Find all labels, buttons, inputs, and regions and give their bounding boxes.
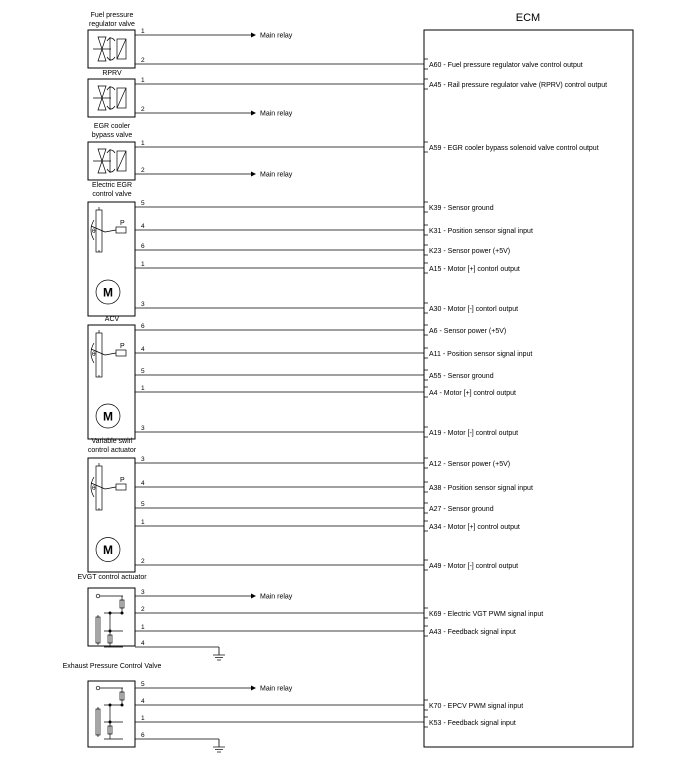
pin-egrbypass-2 xyxy=(135,167,293,179)
pin-rprv-2 xyxy=(135,106,293,118)
pin-number: 4 xyxy=(141,223,145,230)
pin-number: 4 xyxy=(141,480,145,487)
main-relay-label: Main relay xyxy=(260,110,293,118)
pin-evgt-3 xyxy=(135,589,293,601)
motor-symbol: M xyxy=(103,409,113,424)
component-label: Electric EGR xyxy=(91,182,133,189)
ecm-terminal-label: K23 - Sensor power (+5V) xyxy=(429,248,511,255)
pin-number: 3 xyxy=(141,425,145,432)
theta-label: θ xyxy=(92,485,96,492)
component-label: control valve xyxy=(92,191,132,198)
pin-number: 5 xyxy=(141,501,145,508)
component-label: RPRV xyxy=(102,70,122,77)
ground-icon xyxy=(213,655,225,660)
pin-number: 5 xyxy=(141,368,145,375)
ecm-terminal-label: A15 - Motor [+] contorl output xyxy=(429,266,520,273)
component-label: EVGT control actuator xyxy=(77,574,147,581)
pin-number: 5 xyxy=(141,681,145,688)
ecm-terminal-label: A11 - Position sensor signal input xyxy=(429,351,533,358)
pin-number: 1 xyxy=(141,624,145,631)
pin-number: 4 xyxy=(141,698,145,705)
pot-label: P xyxy=(120,343,125,350)
ecm-terminal-label: A38 - Position sensor signal input xyxy=(429,485,533,492)
ecm-terminal-label: K31 - Position sensor signal input xyxy=(429,228,533,235)
theta-label: θ xyxy=(92,228,96,235)
theta-label: θ xyxy=(92,351,96,358)
component-label: control actuator xyxy=(87,447,137,454)
ecm-terminal-label: A59 - EGR cooler bypass solenoid valve control output xyxy=(429,145,599,152)
pin-number: 6 xyxy=(141,732,145,739)
component-label: Variable swirl xyxy=(91,438,133,445)
component-label: Exhaust Pressure Control Valve xyxy=(62,663,162,670)
pin-number: 2 xyxy=(141,606,145,613)
ecm-title: ECM xyxy=(515,12,541,24)
pot-label: P xyxy=(120,220,125,227)
component-label: ACV xyxy=(104,316,120,323)
ecm-terminal-label: A30 - Motor [-] contorl output xyxy=(429,306,519,313)
pin-number: 1 xyxy=(141,261,145,268)
main-relay-label: Main relay xyxy=(260,32,293,40)
ecm-terminal-label: A43 - Feedback signal input xyxy=(429,629,516,636)
pin-number: 4 xyxy=(141,640,145,647)
ecm-box xyxy=(424,30,633,747)
ground-icon xyxy=(213,747,225,752)
pin-number: 1 xyxy=(141,140,145,147)
ecm-terminal-label: A19 - Motor [-] control output xyxy=(429,430,519,437)
pin-epcv-6 xyxy=(135,732,225,752)
ecm-terminal-label: A6 - Sensor power (+5V) xyxy=(429,328,507,335)
component-label: bypass valve xyxy=(91,132,133,139)
pin-number: 3 xyxy=(141,589,145,596)
ecm-terminal-label: A27 - Sensor ground xyxy=(429,506,494,513)
connector-box xyxy=(88,681,135,747)
pin-evgt-4 xyxy=(135,640,225,660)
pin-number: 5 xyxy=(141,200,145,207)
pin-number: 6 xyxy=(141,323,145,330)
main-relay-label: Main relay xyxy=(260,685,293,693)
pin-number: 1 xyxy=(141,385,145,392)
ecm-terminal-label: A49 - Motor [-] control output xyxy=(429,563,519,570)
pot-label: P xyxy=(120,477,125,484)
ecm-terminal-label: A34 - Motor [+] control output xyxy=(429,524,520,531)
component-label: Fuel pressure xyxy=(90,12,134,19)
ecm-terminal-label: K53 - Feedback signal input xyxy=(429,720,516,727)
pin-number: 1 xyxy=(141,715,145,722)
ecm-terminal-label: A12 - Sensor power (+5V) xyxy=(429,461,511,468)
ecm-terminal-label: A4 - Motor [+] control output xyxy=(429,390,516,397)
motor-symbol: M xyxy=(103,285,113,300)
ecm-terminal-label: A55 - Sensor ground xyxy=(429,373,494,380)
pin-number: 1 xyxy=(141,519,145,526)
connector-box xyxy=(88,588,135,646)
pin-number: 3 xyxy=(141,456,145,463)
main-relay-label: Main relay xyxy=(260,593,293,601)
component-label: EGR cooler xyxy=(93,123,131,130)
ecm-terminal-label: K39 - Sensor ground xyxy=(429,205,494,212)
pin-number: 2 xyxy=(141,167,145,174)
pin-number: 2 xyxy=(141,106,145,113)
main-relay-label: Main relay xyxy=(260,171,293,179)
pin-number: 6 xyxy=(141,243,145,250)
ecm-terminal-label: A45 - Rail pressure regulator valve (RPRV) control output xyxy=(429,82,608,89)
pin-fprv-1 xyxy=(135,28,293,40)
ecm-terminal-label: A60 - Fuel pressure regulator valve control output xyxy=(429,62,583,69)
ecm-terminal-label: K70 - EPCV PWM signal input xyxy=(429,703,524,710)
pin-number: 3 xyxy=(141,301,145,308)
ecm-terminal-label: K69 - Electric VGT PWM signal input xyxy=(429,611,544,618)
component-label: regulator valve xyxy=(89,21,135,28)
pin-number: 1 xyxy=(141,28,145,35)
motor-symbol: M xyxy=(103,543,113,557)
pin-number: 4 xyxy=(141,346,145,353)
pin-number: 1 xyxy=(141,77,145,84)
pin-number: 2 xyxy=(141,558,145,565)
pin-epcv-5 xyxy=(135,681,293,693)
pin-number: 2 xyxy=(141,57,145,64)
